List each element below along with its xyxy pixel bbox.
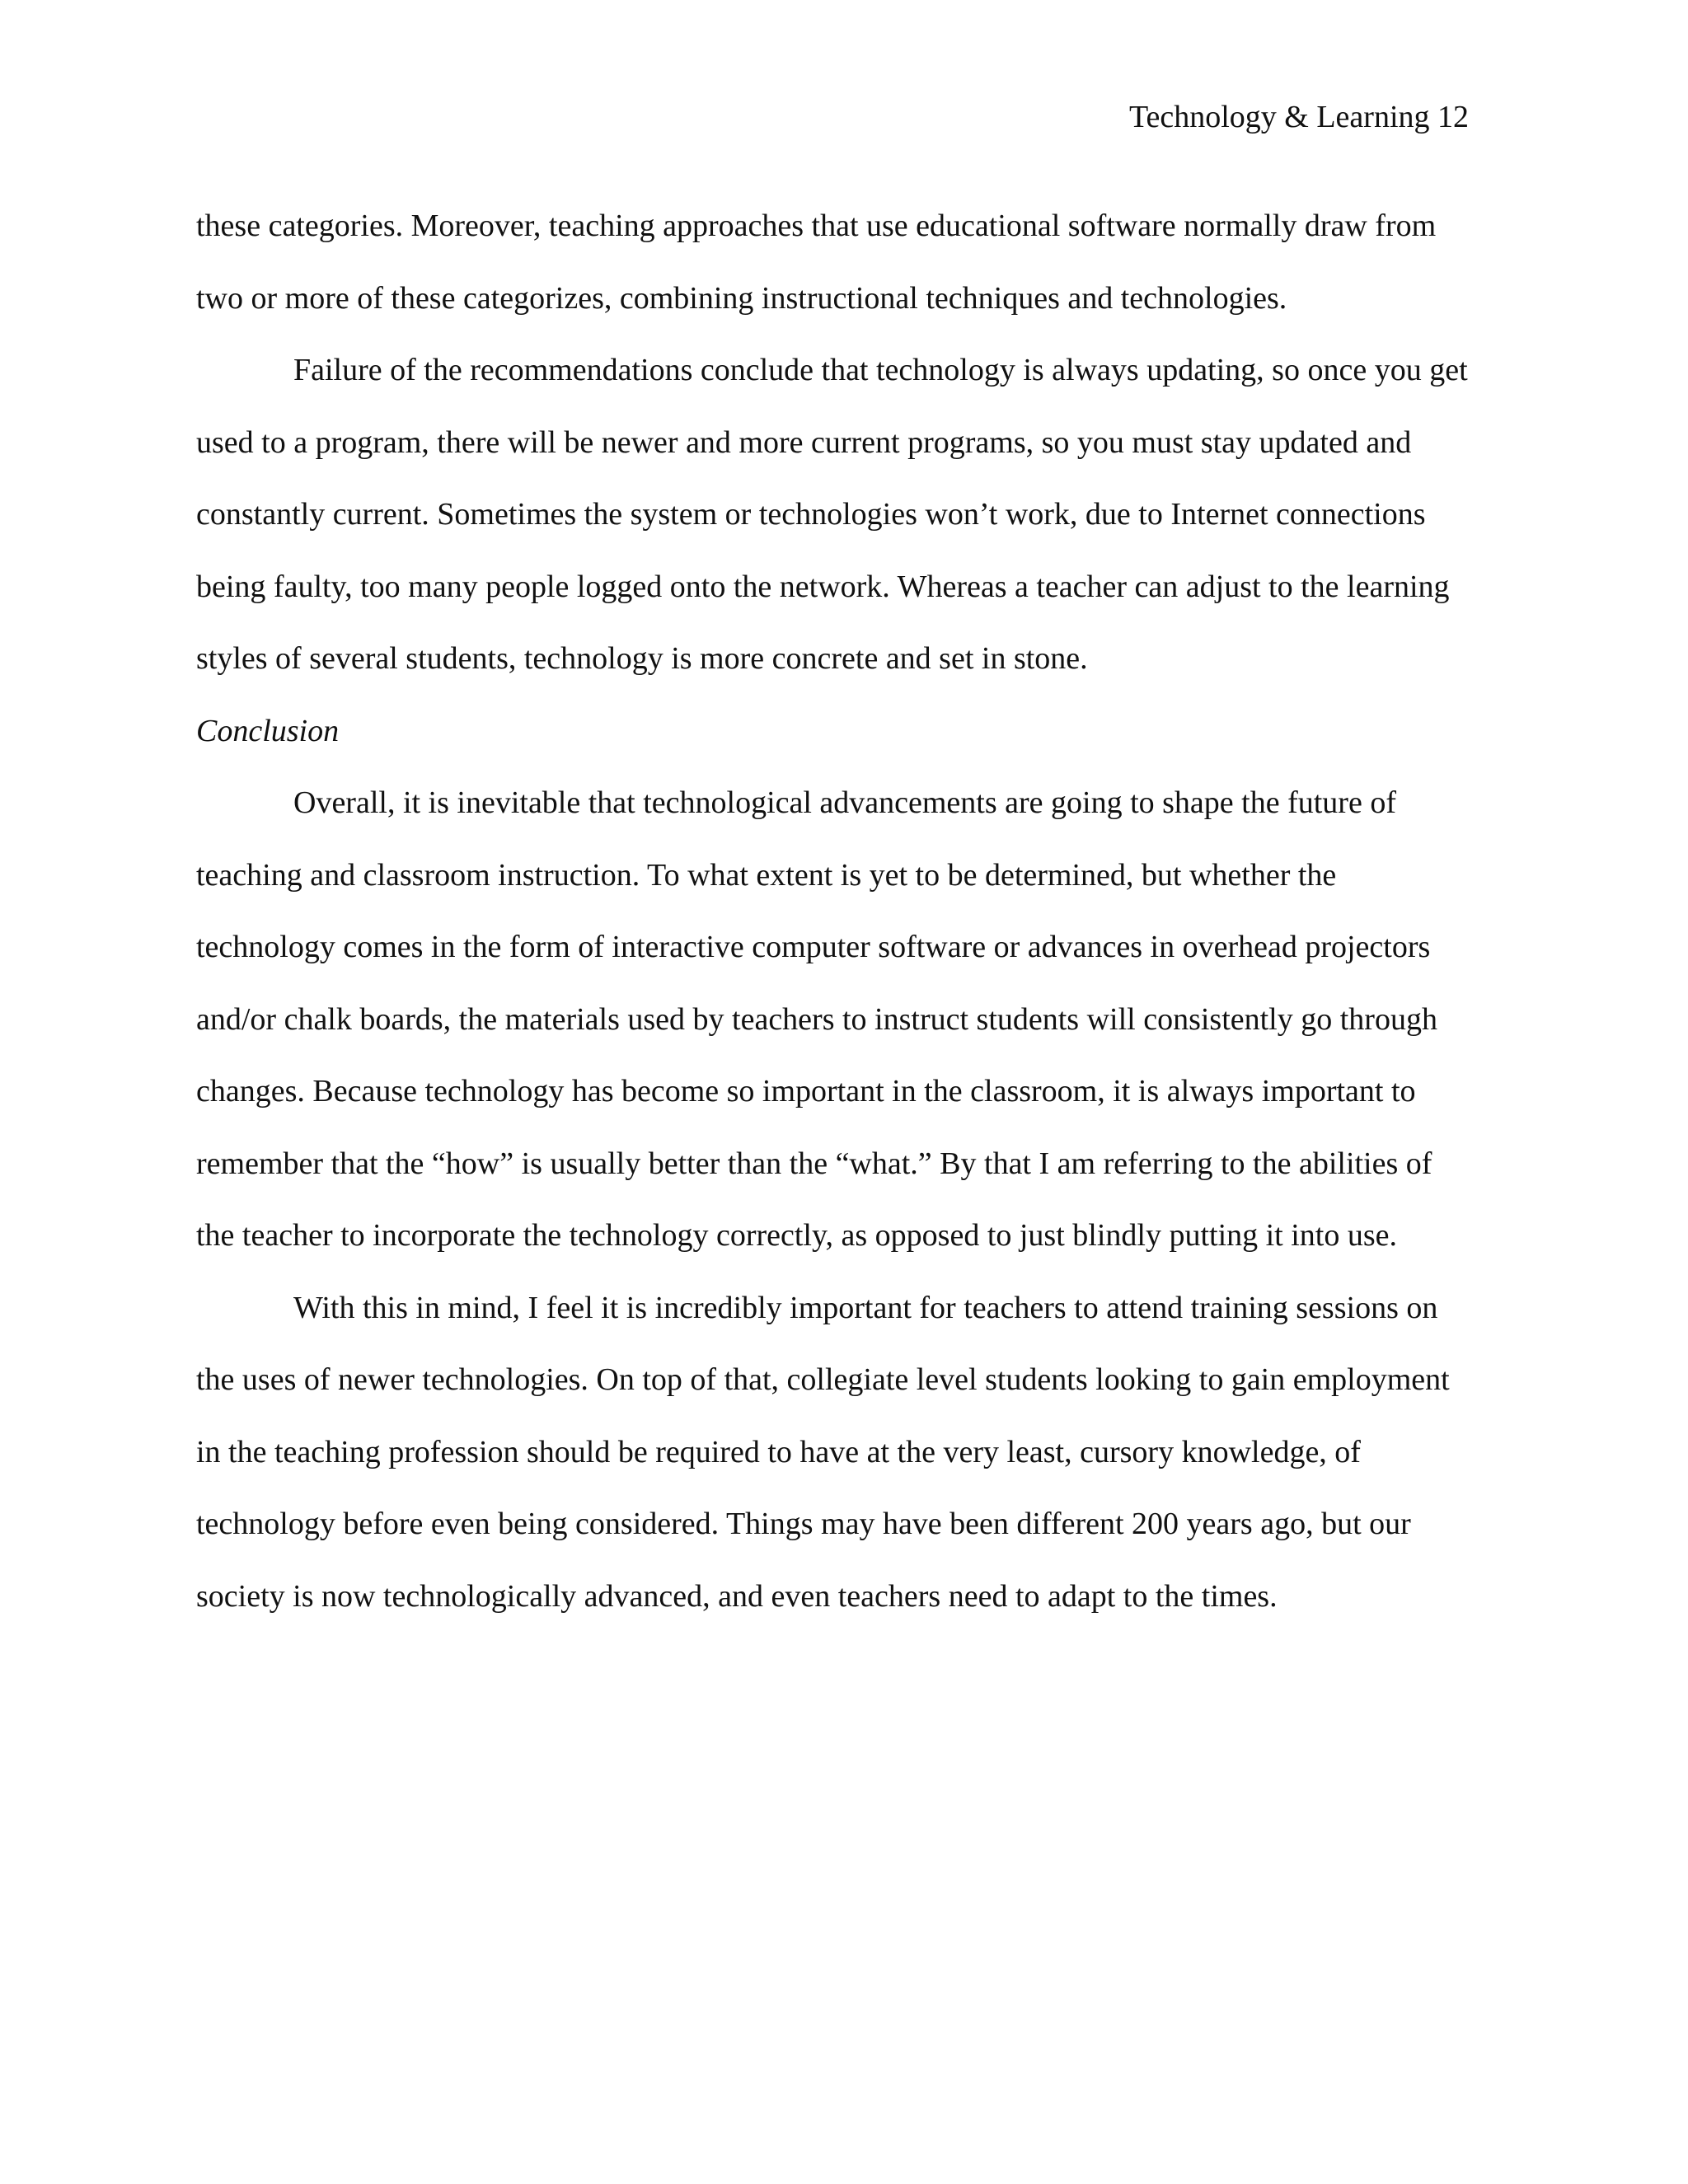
text-line: constantly current. Sometimes the system or technologies won’t work, due to Internet connections [196, 497, 1426, 532]
text-line-first: With this in mind, I feel it is incredibly important for teachers to attend training sessions on [293, 1290, 1438, 1325]
text-line: technology comes in the form of interactive computer software or advances in overhead projectors [196, 930, 1431, 964]
text-line: technology before even being considered. Things may have been different 200 years ago, but our [196, 1507, 1411, 1541]
text-line: society is now technologically advanced, and even teachers need to adapt to the times. [196, 1578, 1278, 1614]
text-line: styles of several students, technology is more concrete and set in stone. [196, 641, 1088, 676]
text-line: used to a program, there will be newer and more current programs, so you must stay updated and [196, 424, 1412, 460]
text-line: the teacher to incorporate the technology correctly, as opposed to just blindly putting it into use. [196, 1218, 1398, 1253]
text-line-first: Overall, it is inevitable that technological advancements are going to shape the future of [293, 785, 1396, 820]
running-head: Technology & Learning 12 [1128, 100, 1469, 134]
text-line: teaching and classroom instruction. To what extent is yet to be determined, but whether the [196, 857, 1337, 893]
text-line: in the teaching profession should be required to have at the very least, cursory knowledge, of [196, 1434, 1361, 1469]
paragraph-conclusion-training [196, 1288, 1515, 1649]
text-line: being faulty, too many people logged onto the network. Whereas a teacher can adjust to the learning [196, 569, 1450, 604]
text-line-first: Failure of the recommendations conclude that technology is always updating, so once you get [293, 353, 1468, 387]
text-line: and/or chalk boards, the materials used by teachers to instruct students will consistently go through [196, 1001, 1437, 1037]
body-text [196, 206, 1515, 1648]
section-heading-conclusion: Conclusion [196, 713, 340, 748]
text-line: remember that the “how” is usually better than the “what.” By that I am referring to the abilities of [196, 1146, 1432, 1181]
text-line: changes. Because technology has become so important in the classroom, it is always important to [196, 1074, 1416, 1108]
text-line: these categories. Moreover, teaching approaches that use educational software normally draw from [196, 209, 1437, 243]
paragraph-failure-of-recommendations [196, 350, 1515, 711]
paragraph-continued [196, 206, 1515, 350]
text-line: the uses of newer technologies. On top of that, collegiate level students looking to gain employment [196, 1362, 1450, 1397]
paragraph-conclusion-overall [196, 783, 1515, 1288]
text-line: two or more of these categorizes, combining instructional techniques and technologies. [196, 280, 1287, 316]
